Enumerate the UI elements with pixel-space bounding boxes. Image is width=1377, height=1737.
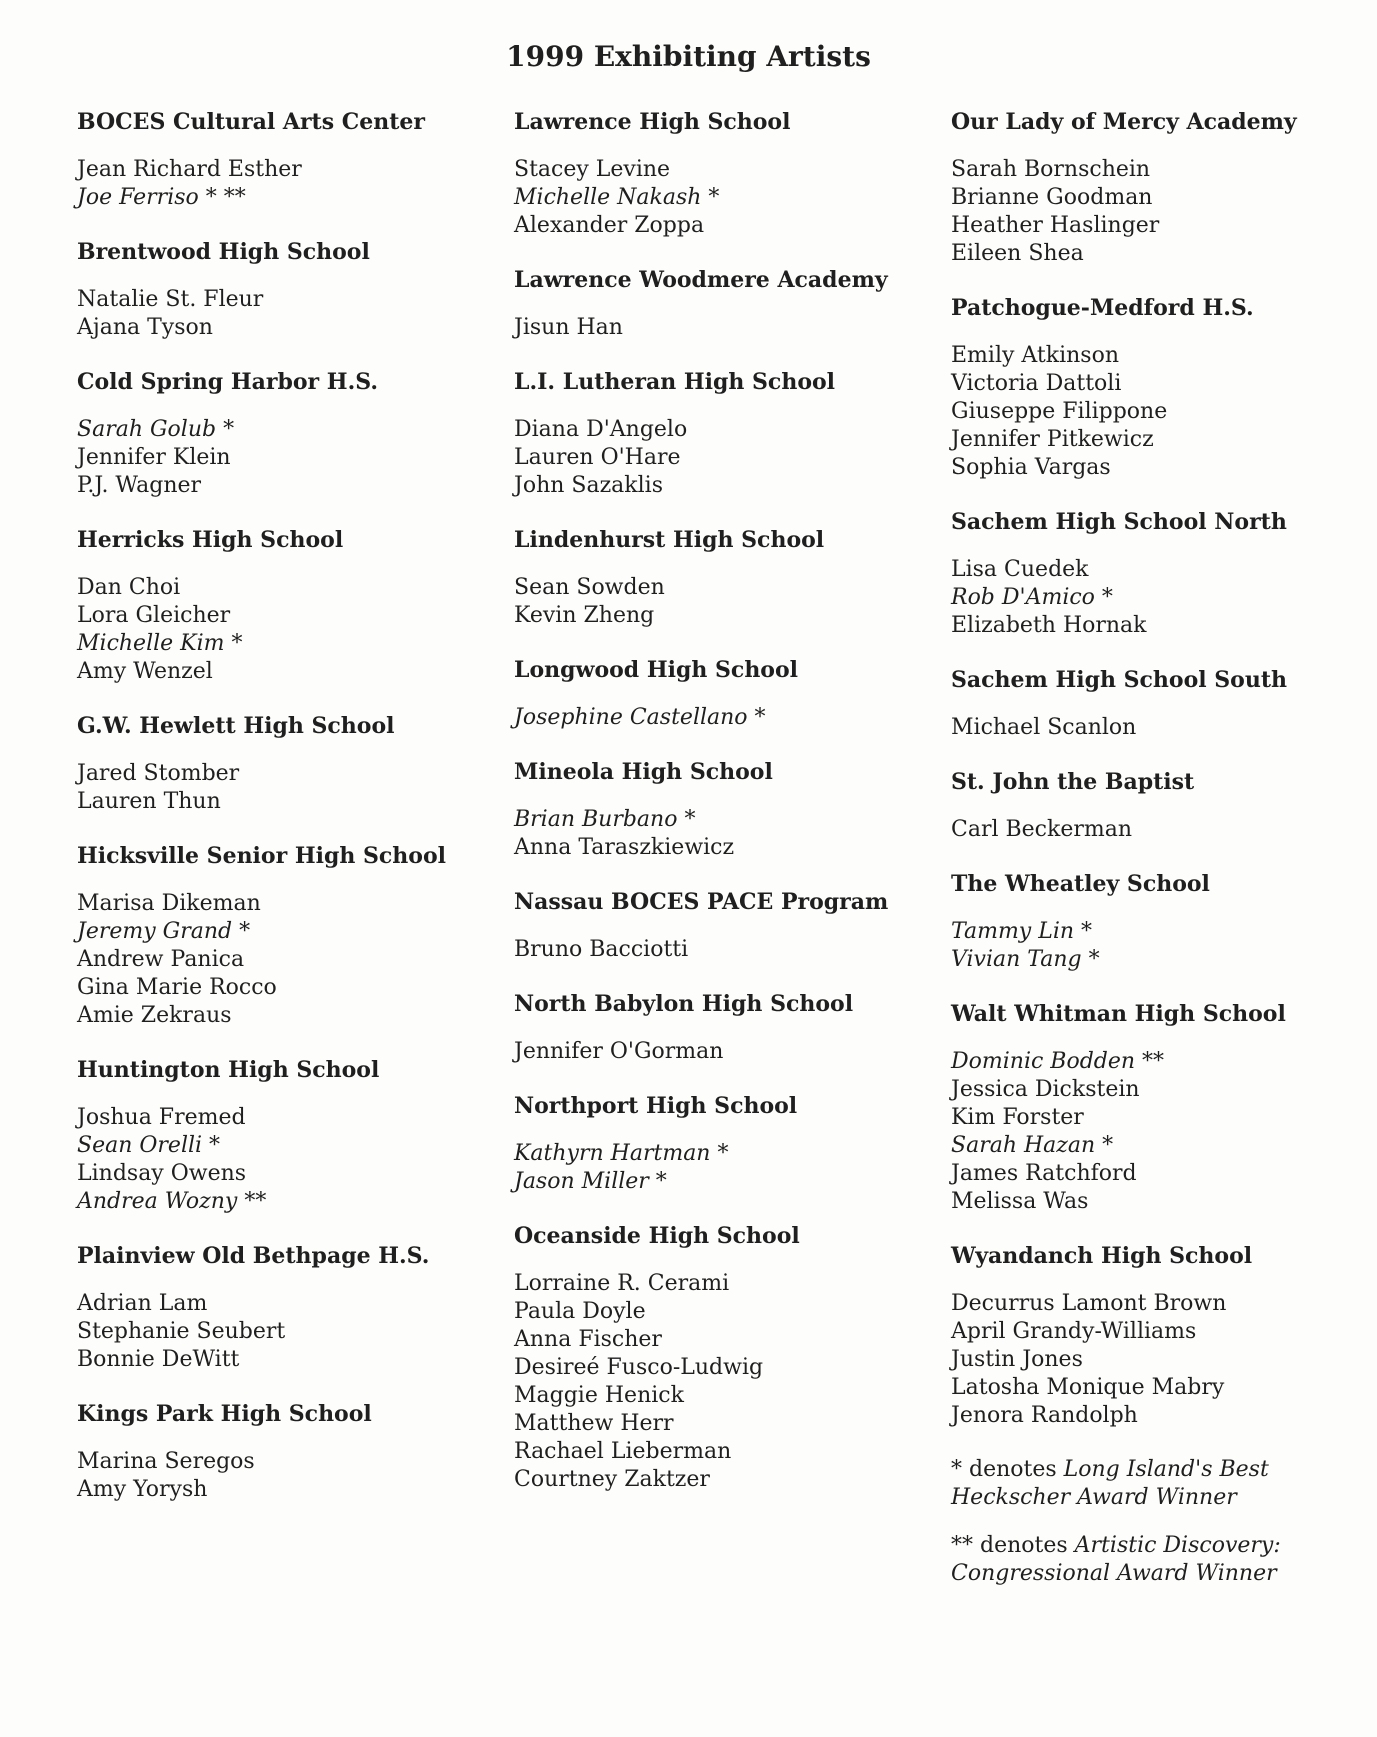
- school-section: [77, 238, 507, 342]
- artist-name: Heather Haslinger: [951, 213, 1160, 238]
- school-section: [514, 1092, 944, 1196]
- artist-name: Sarah Bornschein: [951, 157, 1151, 182]
- artist-name: Justin Jones: [951, 1347, 1083, 1372]
- school-section: [951, 870, 1377, 974]
- artist-name: Anna Taraszkiewicz: [514, 835, 735, 860]
- artist-name: Andrea Wozny **: [77, 1189, 267, 1214]
- artist-name: Jennifer Klein: [77, 445, 231, 470]
- artist-name: Sarah Golub *: [77, 417, 235, 442]
- artist-name: Jennifer O'Gorman: [514, 1039, 724, 1064]
- column-1: [77, 108, 507, 1530]
- artist-name: Jeremy Grand *: [77, 919, 251, 944]
- artist-name: Sean Sowden: [514, 575, 665, 600]
- artist-name: Courtney Zaktzer: [514, 1467, 710, 1492]
- note-award: Long Island's Best Heckscher Award Winner: [951, 1457, 1269, 1510]
- school-name: Lawrence High School: [514, 109, 791, 135]
- artist-name: Joe Ferriso * **: [77, 185, 246, 210]
- school-section: [951, 768, 1377, 844]
- school-name: Huntington High School: [77, 1057, 380, 1083]
- school-section: [514, 990, 944, 1066]
- artist-name: Amy Yorysh: [77, 1477, 208, 1502]
- school-name: Plainview Old Bethpage H.S.: [77, 1243, 430, 1269]
- artist-name: Matthew Herr: [514, 1411, 674, 1436]
- school-section: [951, 294, 1377, 482]
- artist-name: P.J. Wagner: [77, 473, 202, 498]
- artist-name: Latosha Monique Mabry: [951, 1375, 1225, 1400]
- school-name: L.I. Lutheran High School: [514, 369, 836, 395]
- artist-name: Carl Beckerman: [951, 817, 1133, 842]
- school-section: [514, 888, 944, 964]
- artist-name: Sarah Hazan *: [951, 1133, 1114, 1158]
- artist-name: Jared Stomber: [77, 761, 240, 786]
- artist-name: Michelle Kim *: [77, 631, 243, 656]
- artist-name: Jean Richard Esther: [77, 157, 302, 182]
- school-section: [951, 1242, 1377, 1430]
- artist-name: Gina Marie Rocco: [77, 975, 277, 1000]
- artist-name: Brianne Goodman: [951, 185, 1153, 210]
- artist-name: Ajana Tyson: [77, 315, 213, 340]
- school-name: St. John the Baptist: [951, 769, 1195, 795]
- school-name: Patchogue-Medford H.S.: [951, 295, 1254, 321]
- artist-name: Decurrus Lamont Brown: [951, 1291, 1227, 1316]
- artist-name: Dan Choi: [77, 575, 181, 600]
- artist-name: Jennifer Pitkewicz: [951, 427, 1154, 452]
- artist-name: Lorraine R. Cerami: [514, 1271, 730, 1296]
- school-name: Our Lady of Mercy Academy: [951, 109, 1297, 135]
- school-name: North Babylon High School: [514, 991, 854, 1017]
- school-section: [77, 712, 507, 816]
- school-name: Sachem High School North: [951, 509, 1287, 535]
- artist-name: Marina Seregos: [77, 1449, 255, 1474]
- school-section: [77, 526, 507, 686]
- artist-name: Anna Fischer: [514, 1327, 662, 1352]
- school-section: [514, 526, 944, 630]
- school-section: [77, 368, 507, 500]
- artist-name: James Ratchford: [951, 1161, 1137, 1186]
- school-section: [514, 368, 944, 500]
- artist-name: Jason Miller *: [514, 1169, 667, 1194]
- artist-name: Josephine Castellano *: [514, 705, 766, 730]
- artist-name: Victoria Dattoli: [951, 371, 1122, 396]
- artist-name: Sophia Vargas: [951, 455, 1111, 480]
- artist-name: Bonnie DeWitt: [77, 1347, 240, 1372]
- artist-name: Tammy Lin *: [951, 919, 1093, 944]
- school-name: Cold Spring Harbor H.S.: [77, 369, 378, 395]
- school-section: [951, 666, 1377, 742]
- school-section: [951, 1000, 1377, 1216]
- artist-name: Lindsay Owens: [77, 1161, 247, 1186]
- school-name: The Wheatley School: [951, 871, 1210, 897]
- artist-name: April Grandy-Williams: [951, 1319, 1197, 1344]
- school-section: [514, 1222, 944, 1494]
- legend-notes: [951, 1456, 1377, 1588]
- artist-name: Diana D'Angelo: [514, 417, 688, 442]
- column-3: [951, 108, 1377, 1588]
- artist-name: Kevin Zheng: [514, 603, 655, 628]
- artist-name: Jisun Han: [514, 315, 623, 340]
- school-section: [514, 108, 944, 240]
- artist-name: John Sazaklis: [514, 473, 663, 498]
- artist-name: Kathyrn Hartman *: [514, 1141, 729, 1166]
- school-name: Longwood High School: [514, 657, 799, 683]
- artist-name: Elizabeth Hornak: [951, 613, 1147, 638]
- school-name: Northport High School: [514, 1093, 798, 1119]
- artist-name: Maggie Henick: [514, 1383, 684, 1408]
- artist-name: Adrian Lam: [77, 1291, 208, 1316]
- artist-name: Desireé Fusco-Ludwig: [514, 1355, 764, 1380]
- school-name: Nassau BOCES PACE Program: [514, 889, 889, 915]
- artist-name: Lora Gleicher: [77, 603, 231, 628]
- school-name: Oceanside High School: [514, 1223, 800, 1249]
- artist-name: Dominic Bodden **: [951, 1049, 1165, 1074]
- page-title: 1999 Exhibiting Artists: [506, 40, 871, 73]
- artist-name: Amy Wenzel: [77, 659, 213, 684]
- artist-name: Brian Burbano *: [514, 807, 696, 832]
- artist-name: Natalie St. Fleur: [77, 287, 264, 312]
- artist-name: Eileen Shea: [951, 241, 1084, 266]
- school-name: Kings Park High School: [77, 1401, 372, 1427]
- artist-name: Rob D'Amico *: [951, 585, 1113, 610]
- artist-name: Emily Atkinson: [951, 343, 1119, 368]
- artist-name: Alexander Zoppa: [514, 213, 705, 238]
- double-asterisk-note: [951, 1532, 1377, 1588]
- artist-name: Lisa Cuedek: [951, 557, 1089, 582]
- artist-name: Vivian Tang *: [951, 947, 1100, 972]
- school-name: Herricks High School: [77, 527, 344, 553]
- school-name: Lawrence Woodmere Academy: [514, 267, 888, 293]
- artist-name: Michael Scanlon: [951, 715, 1137, 740]
- artist-name: Sean Orelli *: [77, 1133, 221, 1158]
- note-prefix: * denotes: [951, 1457, 1064, 1482]
- school-name: Mineola High School: [514, 759, 773, 785]
- note-award: Artistic Discovery: Congressional Award Winner: [951, 1533, 1281, 1586]
- school-section: [77, 842, 507, 1030]
- artist-name: Lauren O'Hare: [514, 445, 681, 470]
- school-name: BOCES Cultural Arts Center: [77, 109, 425, 135]
- artist-name: Bruno Bacciotti: [514, 937, 689, 962]
- school-section: [514, 656, 944, 732]
- school-section: [77, 108, 507, 212]
- artist-name: Jessica Dickstein: [951, 1077, 1140, 1102]
- school-section: [951, 508, 1377, 640]
- artist-name: Giuseppe Filippone: [951, 399, 1168, 424]
- school-name: Lindenhurst High School: [514, 527, 825, 553]
- artist-name: Marisa Dikeman: [77, 891, 261, 916]
- artist-name: Lauren Thun: [77, 789, 221, 814]
- note-prefix: ** denotes: [951, 1533, 1075, 1558]
- school-section: [77, 1400, 507, 1504]
- school-name: Wyandanch High School: [951, 1243, 1253, 1269]
- artist-name: Paula Doyle: [514, 1299, 646, 1324]
- artist-name: Melissa Was: [951, 1189, 1089, 1214]
- school-section: [77, 1056, 507, 1216]
- school-name: Sachem High School South: [951, 667, 1288, 693]
- artist-name: Andrew Panica: [77, 947, 245, 972]
- school-section: [514, 266, 944, 342]
- artist-name: Amie Zekraus: [77, 1003, 232, 1028]
- school-name: G.W. Hewlett High School: [77, 713, 395, 739]
- artist-name: Joshua Fremed: [77, 1105, 246, 1130]
- artist-name: Stacey Levine: [514, 157, 671, 182]
- artist-name: Stephanie Seubert: [77, 1319, 286, 1344]
- artist-name: Michelle Nakash *: [514, 185, 720, 210]
- school-name: Walt Whitman High School: [951, 1001, 1286, 1027]
- artist-name: Rachael Lieberman: [514, 1439, 732, 1464]
- artist-name: Jenora Randolph: [951, 1403, 1138, 1428]
- single-asterisk-note: [951, 1456, 1377, 1512]
- column-2: [514, 108, 944, 1520]
- school-section: [77, 1242, 507, 1374]
- school-section: [514, 758, 944, 862]
- school-name: Hicksville Senior High School: [77, 843, 447, 869]
- school-section: [951, 108, 1377, 268]
- school-name: Brentwood High School: [77, 239, 370, 265]
- artist-name: Kim Forster: [951, 1105, 1084, 1130]
